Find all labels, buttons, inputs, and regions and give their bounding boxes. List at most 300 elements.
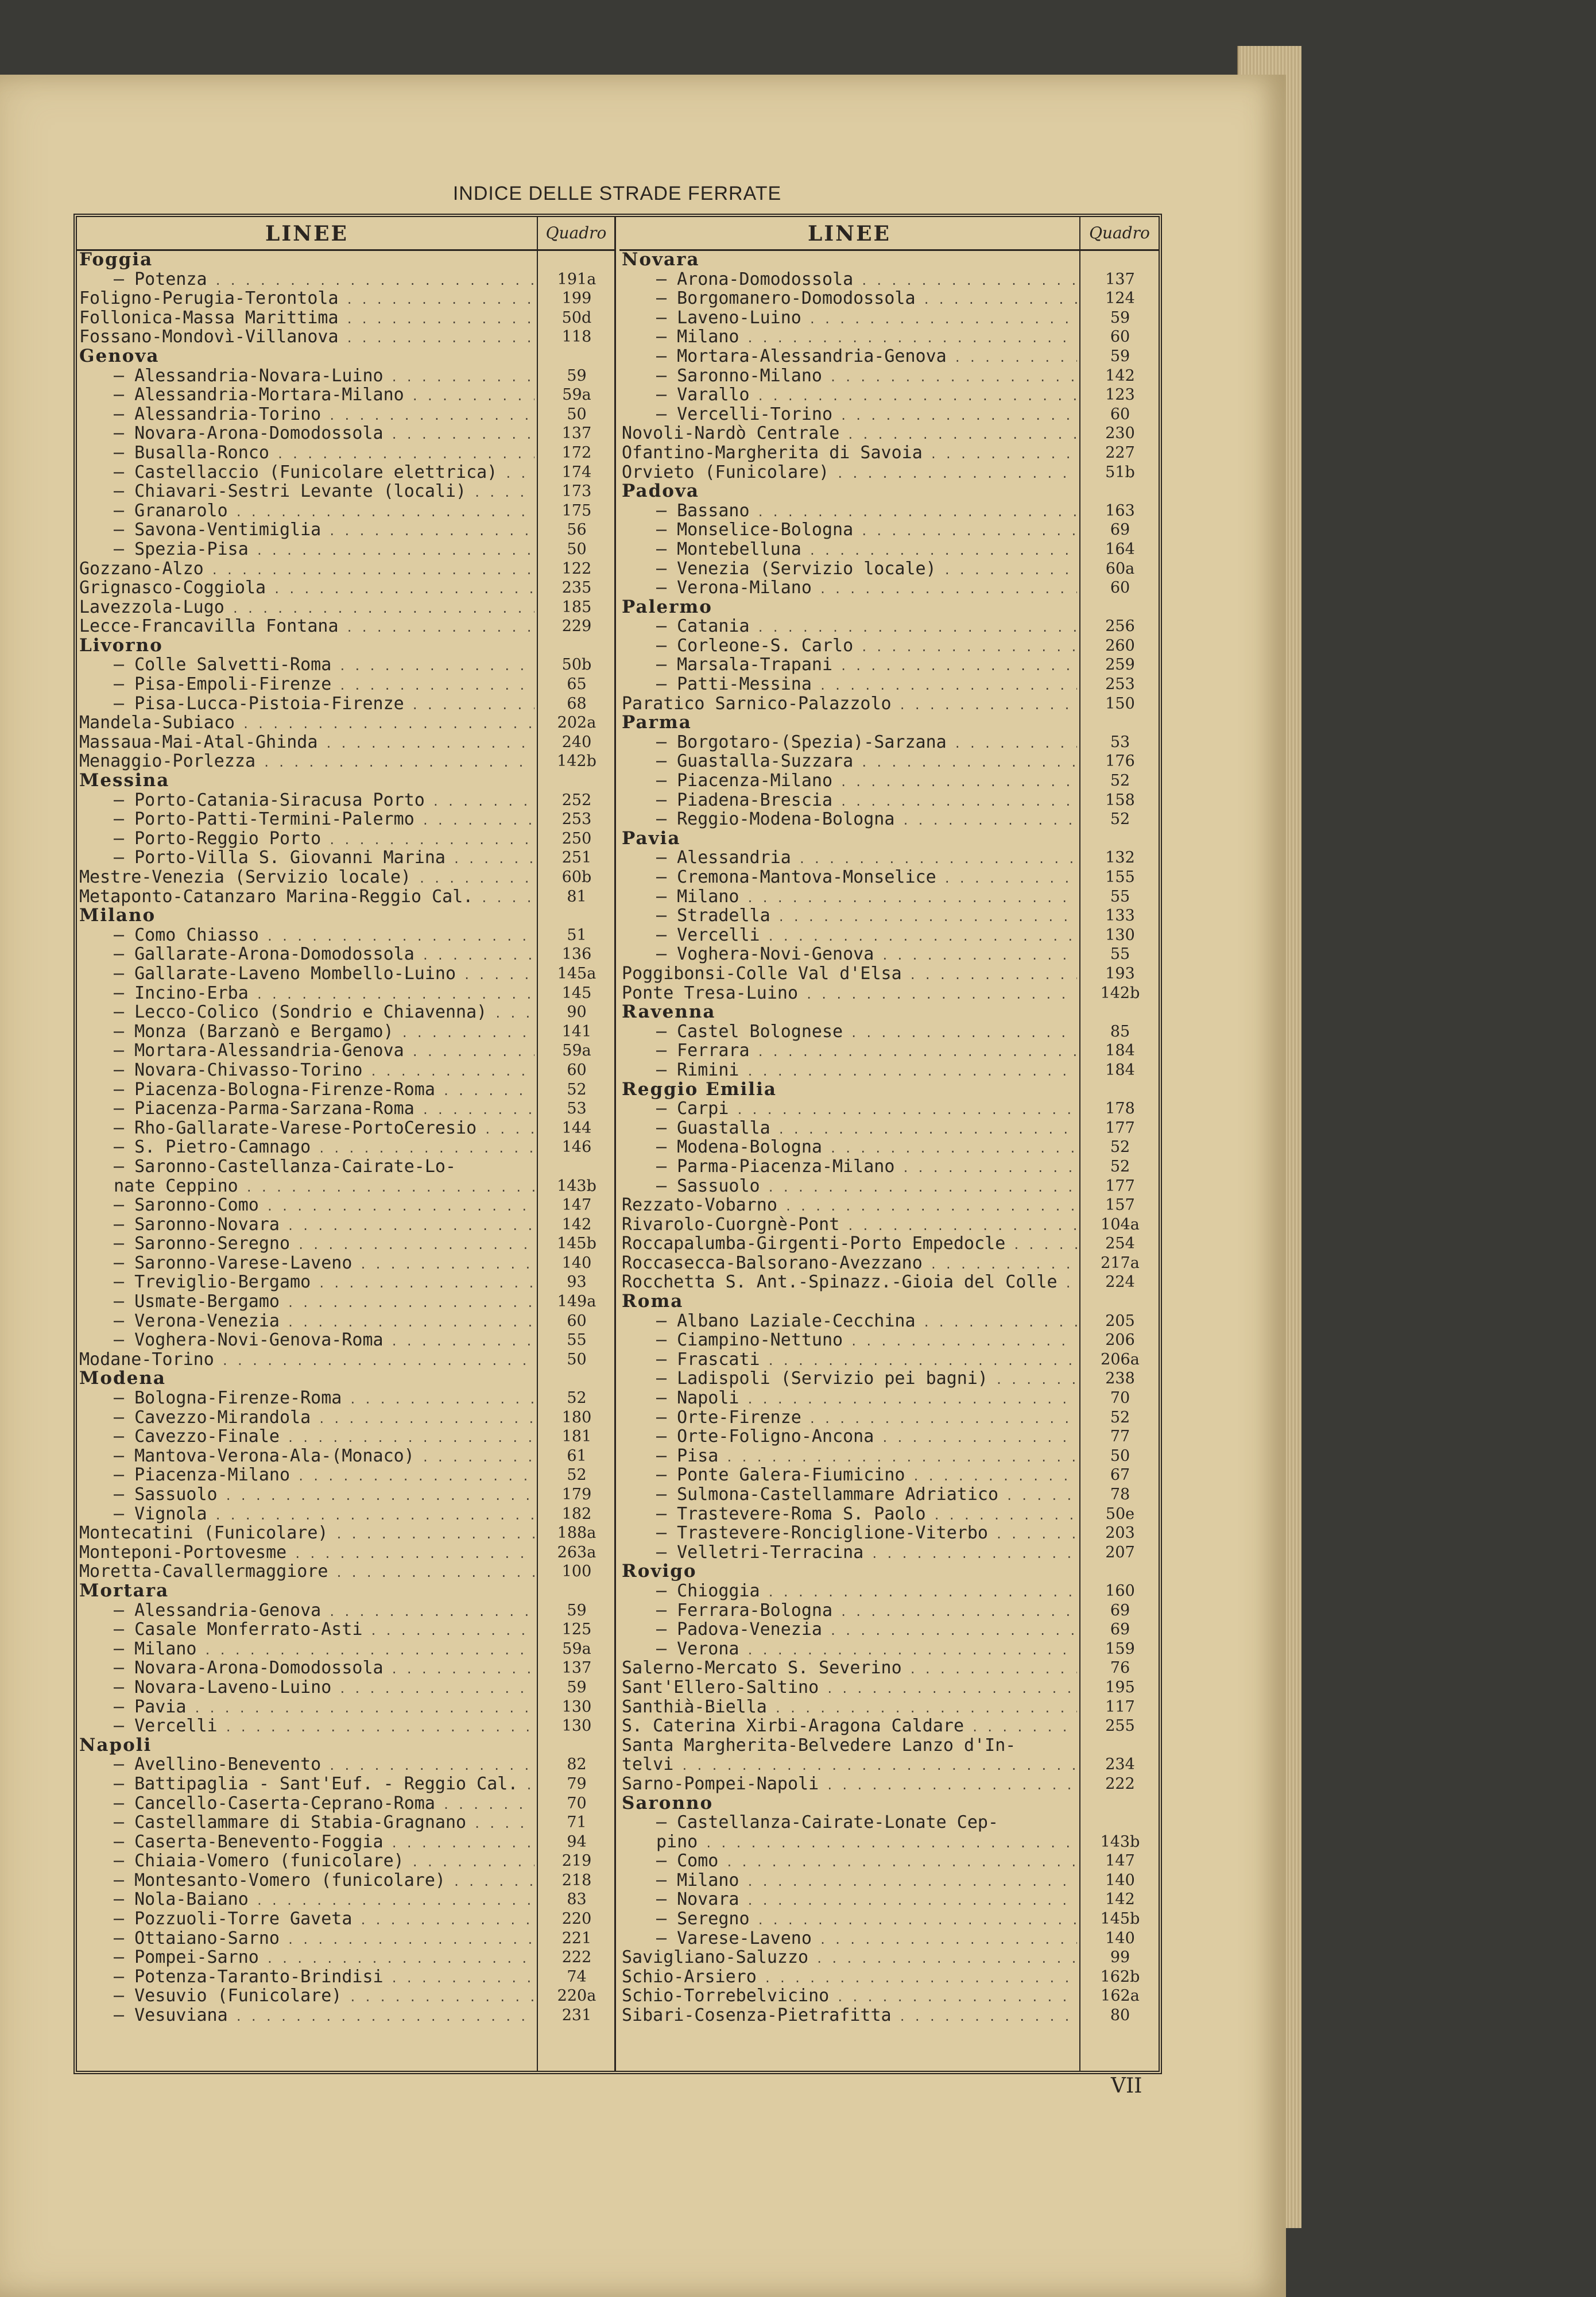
quadro-number: 136 <box>561 945 592 964</box>
index-entry <box>619 1601 1159 1621</box>
quadro-number: 50 <box>567 405 587 423</box>
line-name: — Reggio-Modena-Bologna . . . <box>622 810 1077 831</box>
quadro-number: 59 <box>567 1678 587 1696</box>
line-name: — Colle Salvetti-Roma . . . <box>79 655 534 676</box>
quadro-number: 78 <box>1110 1486 1130 1503</box>
line-name: — Novara-Arona-Domodossola . . . <box>79 424 534 445</box>
index-entry <box>77 1292 614 1312</box>
index-entry <box>619 1447 1159 1466</box>
quadro-number: 122 <box>561 559 592 578</box>
index-entry <box>619 1986 1159 2006</box>
line-name: — Piacenza-Milano . . . <box>622 771 1077 792</box>
quadro-number: 124 <box>1105 289 1135 308</box>
quadro-number: 79 <box>567 1774 587 1793</box>
index-entry <box>77 964 614 984</box>
line-name: — Montesanto-Vomero (funicolare) . . . <box>79 1871 534 1892</box>
section-heading <box>77 250 614 270</box>
line-name: nate Ceppino . . . <box>79 1177 534 1198</box>
line-name: — Lecco-Colico (Sondrio e Chiavenna) . . . <box>79 1003 534 1024</box>
line-name: Poggibonsi-Colle Val d'Elsa . . . <box>622 964 1077 985</box>
quadro-number: 55 <box>1110 887 1130 906</box>
quadro-number: 60 <box>1110 405 1130 423</box>
index-entry <box>619 1832 1159 1852</box>
index-entry <box>619 791 1159 810</box>
line-name: — Mantova-Verona-Ala-(Monaco) . . . <box>79 1447 534 1468</box>
line-name: Rocchetta S. Ant.-Spinazz.-Gioia del Colle . . . <box>622 1273 1077 1294</box>
quadro-number: 206a <box>1101 1350 1140 1368</box>
index-entry <box>619 694 1159 714</box>
line-name: — Novara-Chivasso-Torino . . . <box>79 1061 534 1082</box>
index-entry <box>77 1080 614 1100</box>
line-name: — Chioggia . . . <box>622 1581 1077 1603</box>
index-entry <box>77 578 614 598</box>
quadro-number: 250 <box>561 829 592 848</box>
line-name: — Vignola . . . <box>79 1505 534 1526</box>
index-entry <box>619 655 1159 675</box>
index-entry <box>77 1312 614 1331</box>
index-entry <box>619 424 1159 443</box>
index-entry <box>619 501 1159 521</box>
line-name: — Mortara-Alessandria-Genova . . . <box>622 347 1077 368</box>
line-name: Reggio Emilia <box>622 1080 777 1100</box>
quadro-number: 259 <box>1105 656 1135 674</box>
index-entry <box>77 405 614 424</box>
quadro-number: 234 <box>1105 1755 1135 1774</box>
quadro-number: 238 <box>1105 1370 1135 1388</box>
line-name: Follonica-Massa Marittima . . . <box>79 308 534 330</box>
line-name: — Alessandria-Novara-Luino . . . <box>79 366 534 388</box>
quadro-number: 125 <box>561 1621 592 1639</box>
line-name: telvi . . . <box>622 1755 1077 1776</box>
line-name: Fossano-Mondovì-Villanova . . . <box>79 327 534 349</box>
line-name: Palermo <box>622 597 712 617</box>
quadro-number: 140 <box>1105 1929 1135 1947</box>
quadro-number: 184 <box>1105 1061 1135 1079</box>
line-name: — Castel Bolognese . . . <box>622 1022 1077 1043</box>
line-name: — Napoli . . . <box>622 1389 1077 1410</box>
line-name: Ravenna <box>622 1003 716 1023</box>
quadro-number: 143b <box>1100 1832 1140 1851</box>
quadro-number: 224 <box>1105 1273 1135 1291</box>
line-name: — Cavezzo-Mirandola . . . <box>79 1408 534 1429</box>
index-entry <box>619 1350 1159 1370</box>
quadro-number: 185 <box>561 598 592 616</box>
quadro-number: 137 <box>561 424 592 443</box>
quadro-number: 59 <box>567 1601 587 1619</box>
index-entry <box>619 1061 1159 1080</box>
line-name: — Cremona-Mantova-Monselice . . . <box>622 868 1077 889</box>
quadro-number: 90 <box>567 1003 587 1022</box>
index-entry <box>77 1177 614 1196</box>
line-name: — Ferrara-Bologna . . . <box>622 1601 1077 1622</box>
right-column-header <box>619 217 1159 251</box>
quadro-number: 172 <box>561 443 592 462</box>
quadro-number: 52 <box>567 1466 587 1484</box>
quadro-number: 203 <box>1105 1524 1135 1542</box>
line-name: Genova <box>79 346 160 366</box>
quadro-number: 99 <box>1110 1948 1130 1967</box>
running-title: INDICE DELLE STRADE FERRATE <box>452 183 782 204</box>
index-entry <box>77 308 614 328</box>
index-entry <box>77 1273 614 1292</box>
line-name: — Piacenza-Bologna-Firenze-Roma . . . <box>79 1080 534 1101</box>
quadro-number: 82 <box>567 1755 587 1774</box>
quadro-number: 137 <box>1105 270 1135 288</box>
quadro-number: 52 <box>1110 810 1130 829</box>
line-name: — Milano . . . <box>622 887 1077 908</box>
quadro-number: 253 <box>1105 675 1135 694</box>
index-entry <box>77 1774 614 1794</box>
line-name: — Vercelli-Torino . . . <box>622 405 1077 426</box>
line-name: Saronno <box>622 1793 714 1813</box>
line-name: — Gallarate-Arona-Domodossola . . . <box>79 945 534 966</box>
index-entry <box>77 1041 614 1061</box>
quadro-number: 155 <box>1105 868 1135 886</box>
quadro-number: 140 <box>561 1254 592 1272</box>
line-name: — Bologna-Firenze-Roma . . . <box>79 1389 534 1410</box>
quadro-number: 164 <box>1105 540 1135 558</box>
quadro-number: 61 <box>567 1447 587 1465</box>
quadro-number: 253 <box>561 810 592 829</box>
quadro-number: 67 <box>1110 1466 1130 1484</box>
index-entry <box>619 405 1159 424</box>
line-name: — Pisa-Lucca-Pistoia-Firenze . . . <box>79 694 534 716</box>
line-name: — Novara-Arona-Domodossola . . . <box>79 1658 534 1680</box>
line-name: Sant'Ellero-Saltino . . . <box>622 1678 1077 1699</box>
left-rows <box>77 250 614 2025</box>
index-entry <box>619 810 1159 829</box>
index-entry <box>619 270 1159 289</box>
line-name: — Cavezzo-Finale . . . <box>79 1427 534 1448</box>
quadro-number: 218 <box>561 1871 592 1889</box>
quadro-number: 255 <box>1105 1717 1135 1735</box>
line-name: Mandela-Subiaco . . . <box>79 713 534 734</box>
line-name: — Alessandria-Genova . . . <box>79 1601 534 1622</box>
line-name: — Trastevere-Ronciglione-Viterbo . . . <box>622 1523 1077 1545</box>
index-entry <box>619 1234 1159 1254</box>
index-entry <box>619 617 1159 636</box>
line-name: Livorno <box>79 636 163 656</box>
header-linee: LINEE <box>808 222 891 246</box>
quadro-number: 50b <box>561 656 592 674</box>
line-name: Roma <box>622 1292 684 1312</box>
index-entry <box>619 1157 1159 1177</box>
quadro-number: 221 <box>561 1929 592 1947</box>
index-entry <box>77 752 614 771</box>
quadro-number: 142 <box>1105 1890 1135 1909</box>
quadro-number: 59a <box>562 1639 591 1658</box>
quadro-number: 143b <box>557 1177 596 1195</box>
line-name: — Castellaccio (Funicolare elettrica) . . . <box>79 463 534 484</box>
quadro-number: 53 <box>1110 733 1130 751</box>
line-name: — Saronno-Novara . . . <box>79 1215 534 1236</box>
index-entry <box>619 1678 1159 1697</box>
quadro-number: 52 <box>1110 1138 1130 1157</box>
section-heading <box>77 1369 614 1389</box>
quadro-number: 191a <box>557 270 596 288</box>
line-name: — Piacenza-Parma-Sarzana-Roma . . . <box>79 1099 534 1120</box>
quadro-number: 176 <box>1105 752 1135 771</box>
quadro-number: 52 <box>1110 1157 1130 1175</box>
index-entry <box>77 1003 614 1022</box>
index-entry <box>619 1119 1159 1138</box>
line-name: — Spezia-Pisa . . . <box>79 540 534 561</box>
index-entry <box>619 385 1159 405</box>
index-entry <box>619 1851 1159 1871</box>
line-name: — Borgomanero-Domodossola . . . <box>622 289 1077 310</box>
quadro-number: 130 <box>561 1717 592 1735</box>
quadro-number: 50 <box>1110 1447 1130 1465</box>
index-entry <box>619 733 1159 752</box>
quadro-number: 69 <box>1110 1601 1130 1619</box>
line-name: — Castellammare di Stabia-Gragnano . . . <box>79 1813 534 1834</box>
quadro-number: 60 <box>567 1061 587 1079</box>
section-heading <box>619 482 1159 501</box>
index-entry <box>77 655 614 675</box>
quadro-number: 184 <box>1105 1042 1135 1060</box>
index-entry <box>619 1543 1159 1563</box>
line-name: — Ottaiano-Sarno . . . <box>79 1929 534 1950</box>
index-entry <box>77 463 614 482</box>
line-name: — Ladispoli (Servizio pei bagni) . . . <box>622 1369 1077 1390</box>
section-heading <box>77 347 614 366</box>
line-name: Foggia <box>79 250 153 270</box>
line-name: Rovigo <box>622 1562 697 1582</box>
index-entry <box>77 1427 614 1447</box>
index-entry <box>77 1485 614 1505</box>
quadro-number: 163 <box>1105 501 1135 520</box>
quadro-number: 59 <box>1110 347 1130 365</box>
line-name: — Monza (Barzanò e Bergamo) . . . <box>79 1022 534 1043</box>
section-heading <box>619 829 1159 849</box>
index-entry <box>619 1890 1159 1909</box>
line-name: — Modena-Bologna . . . <box>622 1138 1077 1159</box>
index-entry <box>77 1851 614 1871</box>
line-name: — Casale Monferrato-Asti . . . <box>79 1620 534 1641</box>
index-entry <box>77 1196 614 1215</box>
index-entry <box>77 1678 614 1697</box>
index-entry <box>77 1234 614 1254</box>
quadro-number: 53 <box>567 1100 587 1118</box>
line-name: Rivarolo-Cuorgnè-Pont . . . <box>622 1215 1077 1236</box>
quadro-number: 252 <box>561 791 592 809</box>
quadro-number: 133 <box>1105 907 1135 925</box>
quadro-number: 52 <box>567 1080 587 1099</box>
line-name: — Avellino-Benevento . . . <box>79 1755 534 1776</box>
line-name: — Milano . . . <box>79 1639 534 1661</box>
index-entry <box>77 1948 614 1967</box>
line-name: — Saronno-Como . . . <box>79 1196 534 1217</box>
line-name: Schio-Torrebelvicino . . . <box>622 1986 1077 2008</box>
index-entry <box>619 984 1159 1003</box>
index-entry <box>619 636 1159 656</box>
line-name: Roccapalumba-Girgenti-Porto Empedocle . . . <box>622 1234 1077 1255</box>
quadro-number: 81 <box>567 887 587 906</box>
quadro-number: 83 <box>567 1890 587 1909</box>
line-name: pino . . . <box>622 1832 1077 1854</box>
line-name: — Trastevere-Roma S. Paolo . . . <box>622 1505 1077 1526</box>
index-entry <box>619 559 1159 579</box>
quadro-number: 137 <box>561 1659 592 1677</box>
quadro-number: 59a <box>562 386 591 404</box>
line-name: — Laveno-Luino . . . <box>622 308 1077 330</box>
line-name: Monteponi-Portovesme . . . <box>79 1543 534 1564</box>
quadro-number: 123 <box>1105 386 1135 404</box>
quadro-number: 177 <box>1105 1119 1135 1137</box>
section-heading <box>619 1794 1159 1813</box>
quadro-number: 206 <box>1105 1331 1135 1349</box>
line-name: — Verona-Milano . . . <box>622 578 1077 600</box>
quadro-number: 147 <box>1105 1852 1135 1870</box>
index-entry <box>77 926 614 945</box>
quadro-number: 220 <box>561 1910 592 1928</box>
index-entry <box>619 1177 1159 1196</box>
index-entry <box>619 1331 1159 1350</box>
quadro-number: 178 <box>1105 1100 1135 1118</box>
index-entry <box>77 482 614 501</box>
quadro-number: 142 <box>561 1215 592 1233</box>
index-entry <box>619 1909 1159 1929</box>
line-name: — Pompei-Sarno . . . <box>79 1948 534 1969</box>
line-name: — Battipaglia - Sant'Euf. - Reggio Cal. . . . <box>79 1774 534 1796</box>
quadro-number: 157 <box>1105 1196 1135 1215</box>
index-entry <box>77 1447 614 1466</box>
quadro-number: 145b <box>1100 1910 1140 1928</box>
index-entry <box>77 1331 614 1350</box>
line-name: — Rimini . . . <box>622 1061 1077 1082</box>
quadro-number: 150 <box>1105 694 1135 713</box>
header-linee: LINEE <box>265 222 348 246</box>
index-entry <box>619 578 1159 598</box>
line-name: — Chiaia-Vomero (funicolare) . . . <box>79 1851 534 1873</box>
index-entry <box>77 1639 614 1659</box>
section-heading <box>77 1581 614 1601</box>
quadro-number: 71 <box>567 1813 587 1832</box>
line-name: — Parma-Piacenza-Milano . . . <box>622 1157 1077 1178</box>
line-name: Mortara <box>79 1581 169 1601</box>
index-entry <box>77 1813 614 1832</box>
quadro-number: 179 <box>561 1486 592 1503</box>
index-entry <box>77 694 614 714</box>
index-entry <box>619 443 1159 463</box>
line-name: — Bassano . . . <box>622 501 1077 523</box>
index-entry <box>77 501 614 521</box>
index-entry <box>77 1099 614 1119</box>
index-entry <box>619 520 1159 540</box>
line-name: Parma <box>622 713 692 733</box>
line-name: — Varese-Laveno . . . <box>622 1929 1077 1950</box>
index-entry <box>77 887 614 907</box>
line-name: — Sassuolo . . . <box>79 1485 534 1506</box>
index-entry <box>619 327 1159 347</box>
quadro-number: 158 <box>1105 791 1135 809</box>
quadro-number: 188a <box>557 1524 596 1542</box>
index-entry <box>77 1890 614 1909</box>
index-entry <box>619 848 1159 868</box>
line-name: Schio-Arsiero . . . <box>622 1967 1077 1989</box>
line-name: — Corleone-S. Carlo . . . <box>622 636 1077 658</box>
line-name: — Granarolo . . . <box>79 501 534 523</box>
line-name: — Savona-Ventimiglia . . . <box>79 520 534 542</box>
line-name: — Saronno-Milano . . . <box>622 366 1077 388</box>
index-entry <box>619 1967 1159 1987</box>
quadro-number: 205 <box>1105 1312 1135 1330</box>
index-entry <box>77 1794 614 1813</box>
line-name: Santhià-Biella . . . <box>622 1697 1077 1719</box>
line-name: — Vesuvio (Funicolare) . . . <box>79 1986 534 2008</box>
index-entry <box>619 1774 1159 1794</box>
index-entry <box>619 1620 1159 1639</box>
quadro-number: 70 <box>1110 1389 1130 1407</box>
quadro-number: 230 <box>1105 424 1135 443</box>
line-name: — Voghera-Novi-Genova-Roma . . . <box>79 1331 534 1352</box>
quadro-number: 227 <box>1105 443 1135 462</box>
line-name: — Patti-Messina . . . <box>622 675 1077 696</box>
index-entry <box>77 366 614 386</box>
line-name: — Monselice-Bologna . . . <box>622 520 1077 542</box>
index-entry <box>619 926 1159 945</box>
index-entry <box>77 385 614 405</box>
line-name: Milano <box>79 906 156 926</box>
quadro-number: 177 <box>1105 1177 1135 1195</box>
line-name: — Catania . . . <box>622 617 1077 638</box>
line-name: — Piadena-Brescia . . . <box>622 791 1077 812</box>
line-name: — Stradella . . . <box>622 906 1077 927</box>
index-entry <box>77 1697 614 1717</box>
quadro-number: 147 <box>561 1196 592 1215</box>
index-entry <box>619 1581 1159 1601</box>
line-name: — Voghera-Novi-Genova . . . <box>622 945 1077 966</box>
line-name: — Seregno . . . <box>622 1909 1077 1931</box>
quadro-number: 55 <box>567 1331 587 1349</box>
index-entry <box>619 1022 1159 1042</box>
line-name: Menaggio-Porlezza . . . <box>79 752 534 773</box>
line-name: — Vesuviana . . . <box>79 2006 534 2027</box>
quadro-number: 56 <box>567 521 587 539</box>
line-name: — Cancello-Caserta-Ceprano-Roma . . . <box>79 1794 534 1815</box>
line-name: — Frascati . . . <box>622 1350 1077 1371</box>
index-entry <box>77 1061 614 1080</box>
index-entry <box>619 289 1159 308</box>
quadro-number: 76 <box>1110 1659 1130 1677</box>
quadro-number: 231 <box>561 2006 592 2025</box>
line-name: — Treviglio-Bergamo . . . <box>79 1273 534 1294</box>
quadro-number: 145a <box>557 964 596 983</box>
index-entry <box>77 733 614 752</box>
line-name: — Verona-Venezia . . . <box>79 1312 534 1333</box>
quadro-number: 220a <box>557 1987 596 2005</box>
index-entry <box>619 1312 1159 1331</box>
quadro-number: 60a <box>1105 559 1135 578</box>
line-name: Orvieto (Funicolare) . . . <box>622 463 1077 484</box>
index-entry <box>619 1505 1159 1524</box>
index-entry <box>619 1755 1159 1774</box>
line-name: — S. Pietro-Camnago . . . <box>79 1138 534 1159</box>
index-entry <box>619 887 1159 907</box>
line-name: Gozzano-Alzo . . . <box>79 559 534 581</box>
line-name: — Porto-Catania-Siracusa Porto . . . <box>79 791 534 812</box>
quadro-number: 181 <box>561 1428 592 1446</box>
quadro-number: 50e <box>1105 1505 1135 1523</box>
line-name: — Gallarate-Laveno Mombello-Luino . . . <box>79 964 534 985</box>
right-column <box>619 217 1159 2071</box>
quadro-number: 202a <box>557 714 596 732</box>
index-entry <box>77 848 614 868</box>
quadro-number: 144 <box>561 1119 592 1137</box>
quadro-number: 118 <box>561 328 592 346</box>
quadro-number: 160 <box>1105 1581 1135 1600</box>
index-entry <box>619 1929 1159 1948</box>
